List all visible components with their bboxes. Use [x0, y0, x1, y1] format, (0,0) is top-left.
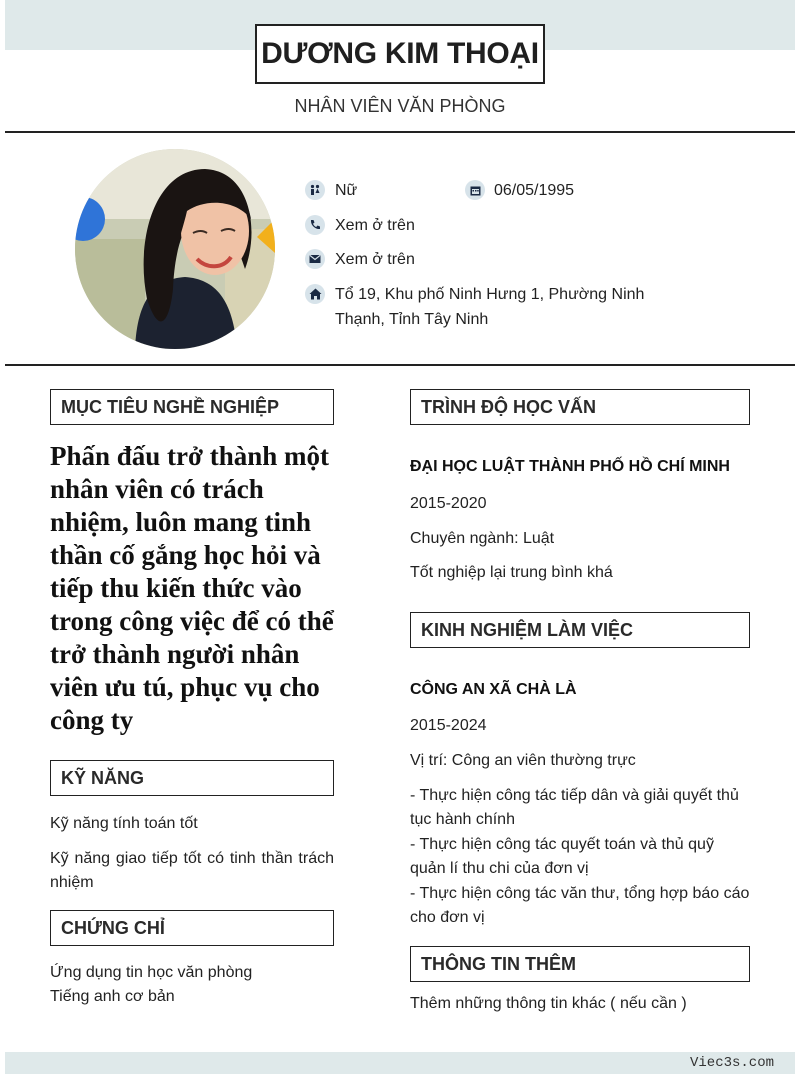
experience-position: Vị trí: Công an viên thường trực	[410, 752, 636, 769]
email-value: Xem ở trên	[335, 251, 415, 268]
envelope-icon	[305, 249, 325, 269]
footer-band	[5, 1052, 795, 1074]
address-value	[335, 282, 675, 332]
gender-value: Nữ	[335, 182, 358, 199]
skill-item: Kỹ năng tính toán tốt	[50, 815, 198, 832]
job-title: NHÂN VIÊN VĂN PHÒNG	[294, 96, 506, 116]
candidate-name: DƯƠNG KIM THOẠI	[261, 37, 539, 70]
section-experience-heading: KINH NGHIỆM LÀM VIỆC	[410, 612, 750, 648]
duty-item: - Thực hiện công tác văn thư, tổng hợp báo cáo cho đơn vị	[410, 885, 750, 926]
gender-icon	[305, 180, 325, 200]
calendar-icon	[465, 180, 485, 200]
section-education-heading: TRÌNH ĐỘ HỌC VẤN	[410, 389, 750, 425]
section-skills-heading: KỸ NĂNG	[50, 760, 334, 796]
home-icon	[305, 284, 325, 304]
certificate-item: Tiếng anh cơ bản	[50, 988, 175, 1005]
avatar-photo	[75, 149, 275, 349]
employer-name: CÔNG AN XÃ CHÀ LÀ	[410, 681, 577, 698]
phone-icon	[305, 215, 325, 235]
duty-item: - Thực hiện công tác quyết toán và thủ quỹ quản lí thu chi của đơn vị	[410, 836, 714, 877]
education-years: 2015-2020	[410, 495, 487, 512]
section-objective-heading: MỤC TIÊU NGHỀ NGHIỆP	[50, 389, 334, 425]
birthdate-value: 06/05/1995	[494, 182, 575, 199]
section-certificates-heading: CHỨNG CHỈ	[50, 910, 334, 946]
footer-brand: Viec3s.com	[689, 1055, 774, 1071]
address-line-1: Tổ 19, Khu phố Ninh Hưng 1, Phường Ninh	[335, 286, 645, 303]
objective-text: Phấn đấu trở thành một nhân viên có trách nhiệm, luôn mang tinh thần cố gắng học hỏi và tiếp thu kiến thức vào trong công việc để có thể trở thành người nhân viên ưu tú, phục vụ cho công ty	[50, 441, 334, 735]
divider-middle	[5, 364, 795, 366]
name-box	[255, 24, 545, 84]
experience-years: 2015-2024	[410, 717, 487, 734]
certificate-item: Ứng dụng tin học văn phòng	[50, 964, 253, 981]
school-name: ĐẠI HỌC LUẬT THÀNH PHỐ HỒ CHÍ MINH	[410, 458, 730, 475]
phone-value: Xem ở trên	[335, 217, 415, 234]
divider-top	[5, 131, 795, 133]
education-major: Chuyên ngành: Luật	[410, 530, 555, 547]
extra-info-text: Thêm những thông tin khác ( nếu cần )	[410, 995, 687, 1012]
education-grade: Tốt nghiệp lại trung bình khá	[410, 564, 613, 581]
skill-item: Kỹ năng giao tiếp tốt có tinh thần trách nhiệm	[50, 850, 334, 891]
section-extra-heading: THÔNG TIN THÊM	[410, 946, 750, 982]
address-line-2: Thạnh, Tỉnh Tây Ninh	[335, 311, 489, 328]
duty-item: - Thực hiện công tác tiếp dân và giải quyết thủ tục hành chính	[410, 787, 739, 828]
